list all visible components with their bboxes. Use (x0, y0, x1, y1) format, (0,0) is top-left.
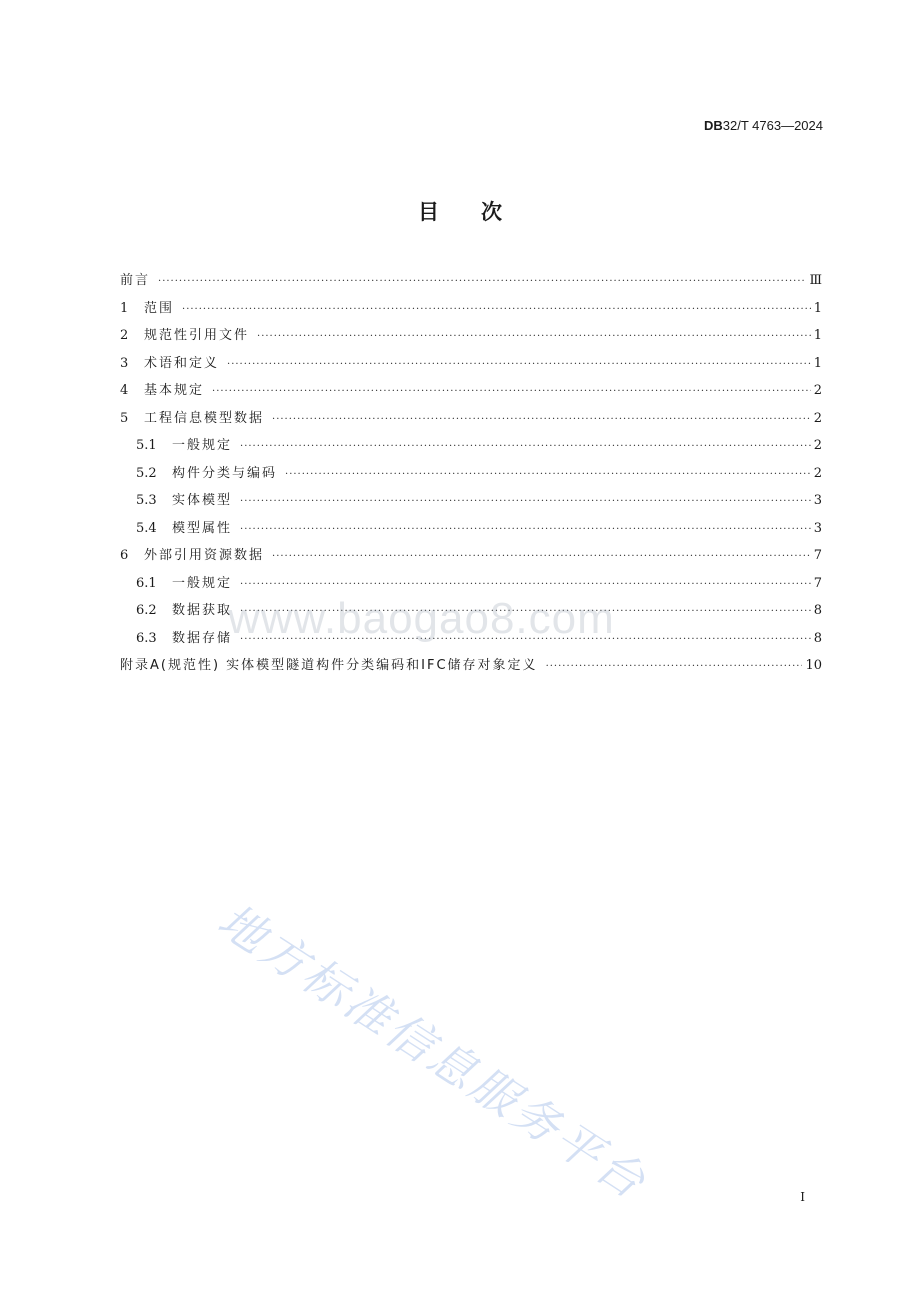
toc-entry-page: 2 (813, 410, 822, 426)
toc-entry-page: 1 (813, 328, 822, 343)
toc-entry-text: 附录A(规范性) 实体模型隧道构件分类编码和IFC储存对象定义 (120, 658, 538, 673)
toc-leader-dots (285, 469, 811, 480)
toc-entry-page: 7 (813, 548, 822, 563)
toc-leader-dots (227, 359, 811, 370)
toc-entry-foreword[interactable] (120, 269, 822, 297)
toc-entry-page: 10 (805, 658, 822, 673)
toc-leader-dots (240, 441, 811, 452)
toc-entry-text: 基本规定 (144, 383, 205, 398)
toc-entry-text: 规范性引用文件 (144, 328, 250, 343)
toc-entry-number: 6.2 (136, 603, 157, 618)
toc-entry-number: 5.3 (136, 493, 157, 508)
toc-entry-text: 模型属性 (172, 520, 233, 536)
toc-entry-number: 5 (120, 410, 129, 426)
toc-entry-text: 一般规定 (172, 575, 233, 591)
watermark-text: 地方标准信息服务平台 (208, 892, 658, 1211)
toc-entry-6[interactable] (120, 544, 822, 572)
toc-entry-page: 2 (813, 383, 822, 398)
toc-entry-4[interactable] (120, 379, 822, 407)
toc-entry-number: 5.1 (136, 438, 157, 453)
toc-leader-dots (182, 304, 811, 315)
toc-entry-5-2[interactable] (120, 462, 822, 490)
toc-entry-text: 外部引用资源数据 (144, 548, 265, 563)
toc-entry-5-3[interactable] (120, 489, 822, 517)
toc-entry-text: 一般规定 (172, 438, 233, 453)
toc-entry-5-4[interactable] (120, 517, 822, 545)
toc-entry-6-1[interactable] (120, 572, 822, 600)
toc-entry-page: 3 (813, 493, 822, 508)
toc-leader-dots (212, 386, 811, 397)
toc-leader-dots (240, 524, 811, 535)
toc-entry-page: Ⅲ (809, 273, 822, 288)
toc-entry-number: 1 (120, 300, 129, 316)
toc-leader-dots (240, 606, 811, 617)
toc-entry-number: 5.4 (136, 520, 157, 536)
toc-entry-number: 6 (120, 548, 129, 563)
toc-entry-page: 1 (813, 355, 822, 371)
toc-leader-dots (272, 551, 811, 562)
toc-entry-text: 构件分类与编码 (172, 465, 278, 481)
toc-entry-page: 7 (813, 575, 822, 591)
toc-entry-text: 数据存储 (172, 630, 233, 646)
toc-entry-page: 2 (813, 465, 822, 481)
toc-entry-text: 实体模型 (172, 493, 233, 508)
toc-title: 目次 (418, 200, 544, 224)
toc-entry-page: 2 (813, 438, 822, 453)
toc-entry-6-3[interactable] (120, 627, 822, 655)
toc-entry-6-2[interactable] (120, 599, 822, 627)
toc-entry-1[interactable] (120, 297, 822, 325)
document-code-prefix: DB (703, 118, 723, 133)
toc-leader-dots (546, 661, 803, 672)
watermark-url: www.baogao8.com (228, 594, 615, 643)
toc-entry-5-1[interactable] (120, 434, 822, 462)
toc-entry-text: 范围 (144, 300, 175, 316)
toc-entry-3[interactable] (120, 352, 822, 380)
toc-leader-dots (240, 579, 811, 590)
toc-entry-page: 8 (813, 603, 822, 618)
toc-entry-number: 6.3 (136, 630, 157, 646)
document-code (704, 118, 823, 133)
toc-entry-text: 数据获取 (172, 603, 233, 618)
toc-leader-dots (158, 276, 806, 287)
page-number: I (800, 1190, 805, 1204)
toc-leader-dots (240, 496, 811, 507)
toc-leader-dots (272, 414, 811, 425)
toc-entry-2[interactable] (120, 324, 822, 352)
document-code-number: 32/T 4763—2024 (722, 118, 823, 133)
toc-entry-appendix-a[interactable] (120, 654, 822, 682)
toc-entry-number: 3 (120, 355, 129, 371)
table-of-contents (120, 269, 822, 682)
toc-entry-page: 8 (813, 630, 822, 646)
toc-leader-dots (240, 634, 811, 645)
toc-entry-number: 5.2 (136, 465, 157, 481)
toc-entry-5[interactable] (120, 407, 822, 435)
toc-entry-number: 6.1 (136, 575, 157, 591)
toc-entry-number: 4 (120, 383, 129, 398)
toc-entry-page: 3 (813, 520, 822, 536)
toc-leader-dots (257, 331, 811, 342)
toc-entry-text: 前言 (120, 273, 151, 288)
toc-entry-page: 1 (813, 300, 822, 316)
toc-entry-text: 工程信息模型数据 (144, 410, 265, 426)
toc-entry-text: 术语和定义 (144, 355, 220, 371)
toc-entry-number: 2 (120, 328, 129, 343)
